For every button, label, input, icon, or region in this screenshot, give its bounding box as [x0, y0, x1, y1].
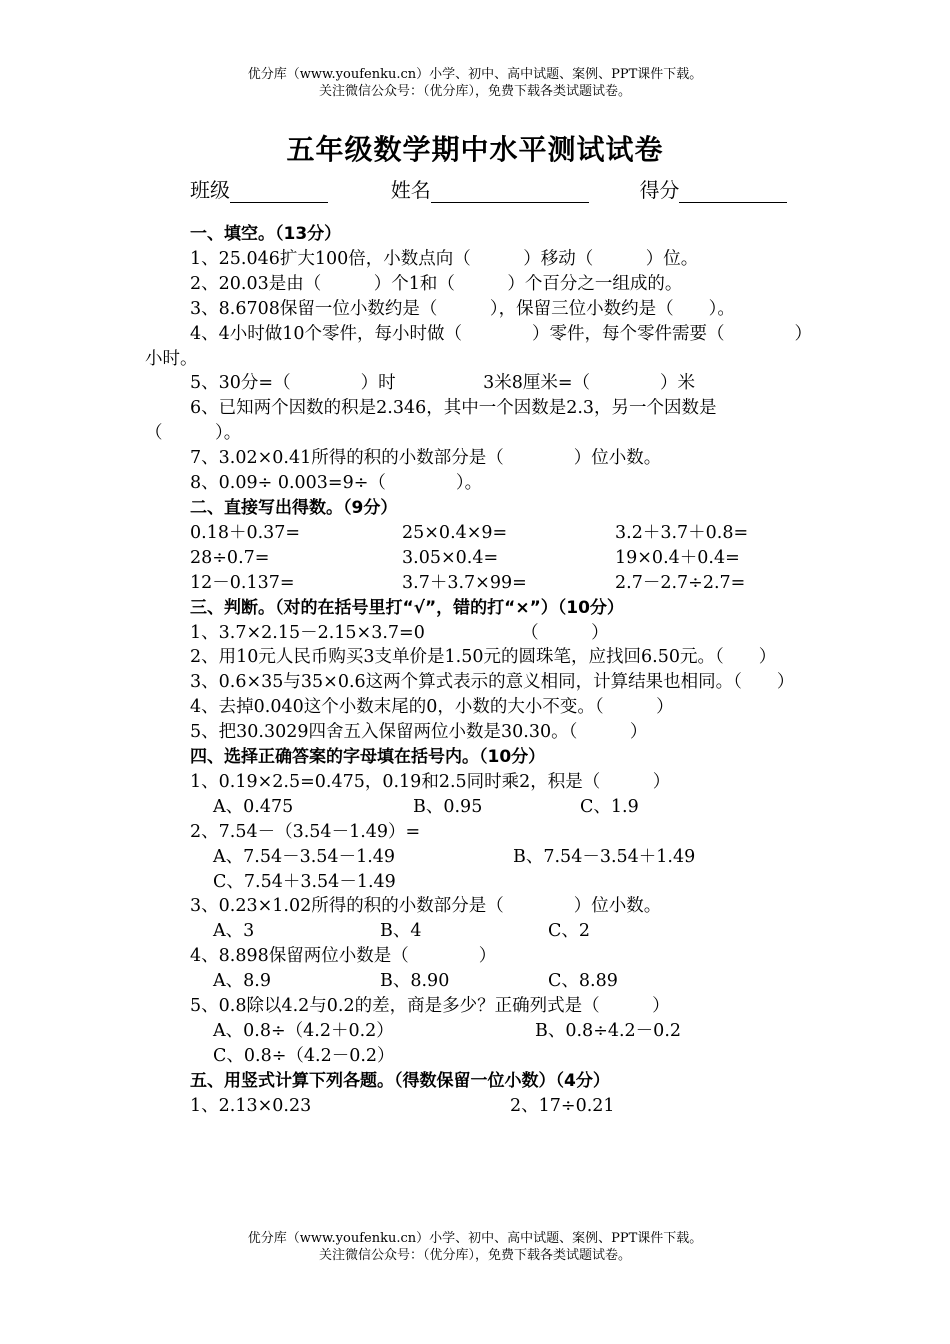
calc-item: 1、2.13×0.23 [190, 1095, 312, 1116]
option: C、7.54＋3.54－1.49 [213, 871, 396, 892]
option: A、0.475 [213, 796, 294, 817]
question: 8、0.09÷ 0.003=9÷（ ）。 [190, 473, 483, 494]
student-info-row [190, 174, 787, 203]
option: B、0.8÷4.2－0.2 [535, 1021, 682, 1041]
page-footer [0, 1230, 950, 1264]
option: B、7.54－3.54＋1.49 [513, 846, 696, 867]
question: 2、20.03是由（ ）个1和（ ）个百分之一组成的。 [190, 273, 683, 294]
options-row [145, 870, 810, 895]
score-field[interactable] [679, 182, 787, 203]
options-row [145, 1044, 810, 1069]
class-label: 班级 [190, 178, 230, 202]
footer-line-2: 关注微信公众号：（优分库），免费下载各类试题试卷。 [318, 1248, 631, 1263]
question: 2、7.54－（3.54－1.49）= [190, 821, 421, 842]
calc-item: 3.05×0.4= [402, 547, 499, 568]
question: 7、3.02×0.41所得的积的小数部分是（ ）位小数。 [190, 448, 662, 469]
header-line-2: 关注微信公众号：（优分库），免费下载各类试题试卷。 [318, 84, 631, 99]
option: A、3 [213, 921, 255, 942]
option: C、2 [548, 921, 591, 942]
calc-row [145, 521, 810, 546]
page-header [0, 66, 950, 100]
calc-item: 25×0.4×9= [402, 522, 508, 543]
question: 4、4小时做10个零件，每小时做（ ）零件，每个零件需要（ ）小时。 [145, 323, 804, 369]
calc-item: 3.2＋3.7＋0.8= [615, 522, 749, 543]
section-3-title: 三、判断。（对的在括号里打“√”，错的打“×”）（10分） [190, 597, 624, 618]
question: 3、8.6708保留一位小数约是（ ），保留三位小数约是（ ）。 [190, 298, 735, 319]
calc-item: 0.18＋0.37= [190, 522, 301, 543]
page-title: 五年级数学期中水平测试试卷 [286, 133, 664, 166]
question: 3、0.23×1.02所得的积的小数部分是（ ）位小数。 [190, 896, 662, 917]
section-4-title: 四、选择正确答案的字母填在括号内。（10分） [190, 747, 546, 768]
section-5-title: 五、用竖式计算下列各题。（得数保留一位小数）（4分） [190, 1070, 610, 1091]
calc-row [145, 1094, 810, 1119]
options-row [145, 969, 810, 994]
header-line-1: 优分库（www.youfenku.cn）小学、初中、高中试题、案例、PPT课件下载。 [247, 67, 703, 82]
calc-item: 2、17÷0.21 [510, 1095, 615, 1116]
option: A、0.8÷（4.2＋0.2） [213, 1021, 394, 1041]
option: C、8.89 [548, 971, 618, 992]
section-2-title: 二、直接写出得数。（9分） [190, 497, 398, 518]
option: B、8.90 [380, 971, 450, 992]
question: 1、25.046扩大100倍，小数点向（ ）移动（ ）位。 [190, 248, 699, 269]
calc-item: 19×0.4＋0.4= [615, 547, 740, 568]
footer-line-1: 优分库（www.youfenku.cn）小学、初中、高中试题、案例、PPT课件下载。 [247, 1231, 703, 1246]
question: 1、3.7×2.15－2.15×3.7=0 （ ） [190, 622, 609, 643]
name-label: 姓名 [390, 178, 431, 202]
question: 6、已知两个因数的积是2.346，其中一个因数是2.3，另一个因数是（ ）。 [145, 398, 717, 444]
calc-item: 12－0.137= [190, 572, 295, 593]
question: 3、0.6×35与35×0.6这两个算式表示的意义相同，计算结果也相同。（ ） [190, 672, 795, 693]
question: 5、把30.3029四舍五入保留两位小数是30.30。（ ） [190, 722, 648, 743]
section-1-title: 一、填空。（13分） [190, 224, 342, 244]
calc-row [145, 546, 810, 571]
calc-item: 3.7＋3.7×99= [402, 572, 527, 593]
option: A、7.54－3.54－1.49 [213, 846, 396, 867]
options-row [145, 1019, 810, 1044]
calc-item: 28÷0.7= [190, 547, 270, 568]
question: 4、去掉0.040这个小数末尾的0，小数的大小不变。（ ） [190, 697, 674, 718]
question: 2、用10元人民币购买3支单价是1.50元的圆珠笔，应找回6.50元。（ ） [190, 647, 777, 668]
options-row [145, 919, 810, 944]
exam-content [145, 222, 810, 1119]
calc-item: 2.7－2.7÷2.7= [615, 572, 746, 593]
option: B、0.95 [413, 796, 483, 817]
class-field[interactable] [230, 182, 328, 203]
option: A、8.9 [213, 971, 271, 992]
question: 4、8.898保留两位小数是（ ） [190, 946, 497, 967]
option: C、0.8÷（4.2－0.2） [213, 1045, 395, 1066]
option: B、4 [380, 921, 422, 942]
option: C、1.9 [580, 796, 639, 817]
question: 5、0.8除以4.2与0.2的差，商是多少？正确列式是（ ） [190, 996, 670, 1017]
options-row [145, 795, 810, 820]
question: 1、0.19×2.5=0.475，0.19和2.5同时乘2，积是（ ） [190, 771, 671, 792]
score-label: 得分 [639, 178, 680, 202]
options-row [145, 845, 810, 870]
name-field[interactable] [431, 182, 589, 203]
calc-row [145, 571, 810, 596]
question: 5、30分=（ ）时 3米8厘米=（ ）米 [190, 373, 695, 394]
